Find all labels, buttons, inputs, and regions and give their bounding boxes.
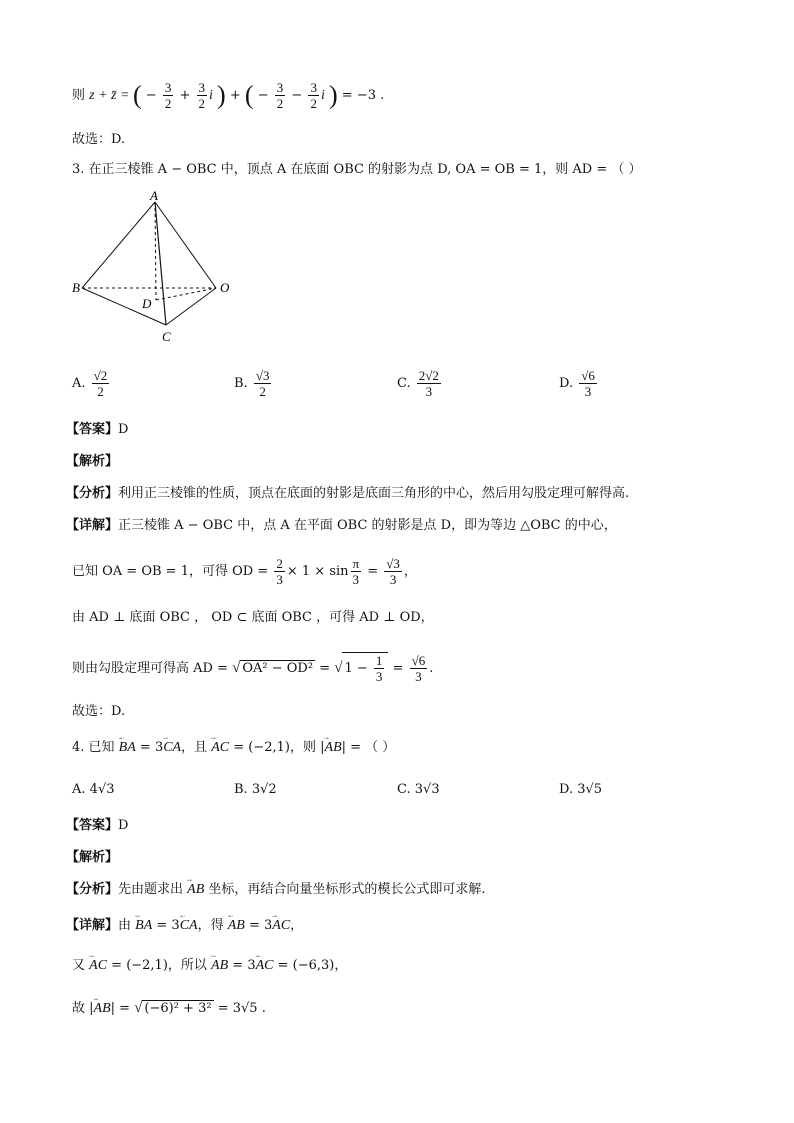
question-3-step3: 则由勾股定理可得高 AD = √ OA² − OD² = √ 1 − $\frac{1}{3}$ = $\frac{√6}{3}$ . xyxy=(72,653,434,684)
option-a[interactable]: A. $\frac{√2}{2}$ xyxy=(72,368,108,399)
label-c: C xyxy=(162,329,171,344)
question-4-step2: 又 ᵕᵕᵕ AC = (−2,1)，所以 ᵕᵕᵕ AB = 3ᵕᵕᵕ AC = (−6,3)， xyxy=(72,956,347,976)
question-3-options xyxy=(72,368,672,408)
text-prefix: 则 xyxy=(72,88,86,103)
question-3-answer: 【答案】D xyxy=(66,422,129,437)
fraction: $\frac{3}{2}$ xyxy=(276,80,284,111)
line-conjugate-sum: 则 z + z̄ = ( − $\frac{3}{2}$ + $\frac{3}{2}$ i ) + ( − $\frac{3}{2}$ − $\frac{3}{2}$ i ) = −3 . xyxy=(72,80,385,111)
option-d[interactable]: D. $\frac{√6}{3}$ xyxy=(559,368,595,399)
option-c[interactable]: C. $\frac{2√2}{3}$ xyxy=(397,368,439,399)
formula-result: = −3 . xyxy=(341,88,385,103)
question-3-fenxi: 【分析】利用正三棱锥的性质，顶点在底面的射影是底面三角形的中心，然后用勾股定理可解得高. xyxy=(66,486,630,501)
question-4-analysis-tag: 【解析】 xyxy=(66,850,119,865)
question-4-answer: 【答案】D xyxy=(66,818,129,833)
question-4-xiangjie: 【详解】由 ᵕᵕᵕ BA = 3ᵕᵕᵕ CA，得 ᵕᵕᵕ AB = 3ᵕᵕᵕ AC， xyxy=(66,916,303,936)
fraction: $\frac{3}{2}$ xyxy=(198,80,205,111)
question-4-stem: 4. 已知 ᵕᵕᵕ BA = 3ᵕᵕᵕ CA，且 ᵕᵕᵕ AC = (−2,1)，则 |ᵕᵕᵕ AB| = （ ） xyxy=(72,738,395,758)
question-3-stem: 3. 在正三棱锥 A − OBC 中，顶点 A 在底面 OBC 的射影为点 D, OA = OB = 1，则 AD = （ ） xyxy=(72,162,642,177)
option-b[interactable]: B. 3√2 xyxy=(234,782,277,797)
tetrahedron-figure xyxy=(70,190,240,350)
question-3-step1: 已知 OA = OB = 1，可得 OD = $\frac{2}{3}$ × 1 × sin $\frac{\pi}{3}$ = $\frac{√3}{3}$ ， xyxy=(72,556,417,587)
question-4-step3: 故 |ᵕᵕᵕ AB| = √ (−6)² + 3² = 3√5 . xyxy=(72,998,266,1019)
question-4-options xyxy=(72,780,672,804)
formula-lhs: z + z̄ = xyxy=(89,88,133,103)
label-a: A xyxy=(150,190,158,203)
question-3-step2: 由 AD ⊥ 底面 OBC ， OD ⊂ 底面 OBC ，可得 AD ⊥ OD， xyxy=(72,610,434,625)
label-o: O xyxy=(220,280,230,295)
label-d: D xyxy=(142,296,152,311)
answer-choice-prev: 故选：D. xyxy=(72,132,126,147)
option-d[interactable]: D. 3√5 xyxy=(559,782,603,797)
question-3-analysis-tag: 【解析】 xyxy=(66,454,119,469)
fraction: $\frac{3}{2}$ xyxy=(310,80,317,111)
question-3-xiangjie: 【详解】正三棱锥 A − OBC 中，点 A 在平面 OBC 的射影是点 D，即为等边 △OBC 的中心， xyxy=(66,518,617,533)
option-a[interactable]: A. 4√3 xyxy=(72,782,115,797)
question-3-final: 故选：D. xyxy=(72,704,126,719)
fraction: $\frac{3}{2}$ xyxy=(164,80,172,111)
question-4-fenxi: 【分析】先由题求出 ᵕᵕᵕ AB 坐标，再结合向量坐标形式的模长公式即可求解. xyxy=(66,880,486,900)
option-b[interactable]: B. $\frac{√3}{2}$ xyxy=(234,368,270,399)
label-b: B xyxy=(72,280,80,295)
option-c[interactable]: C. 3√3 xyxy=(397,782,440,797)
